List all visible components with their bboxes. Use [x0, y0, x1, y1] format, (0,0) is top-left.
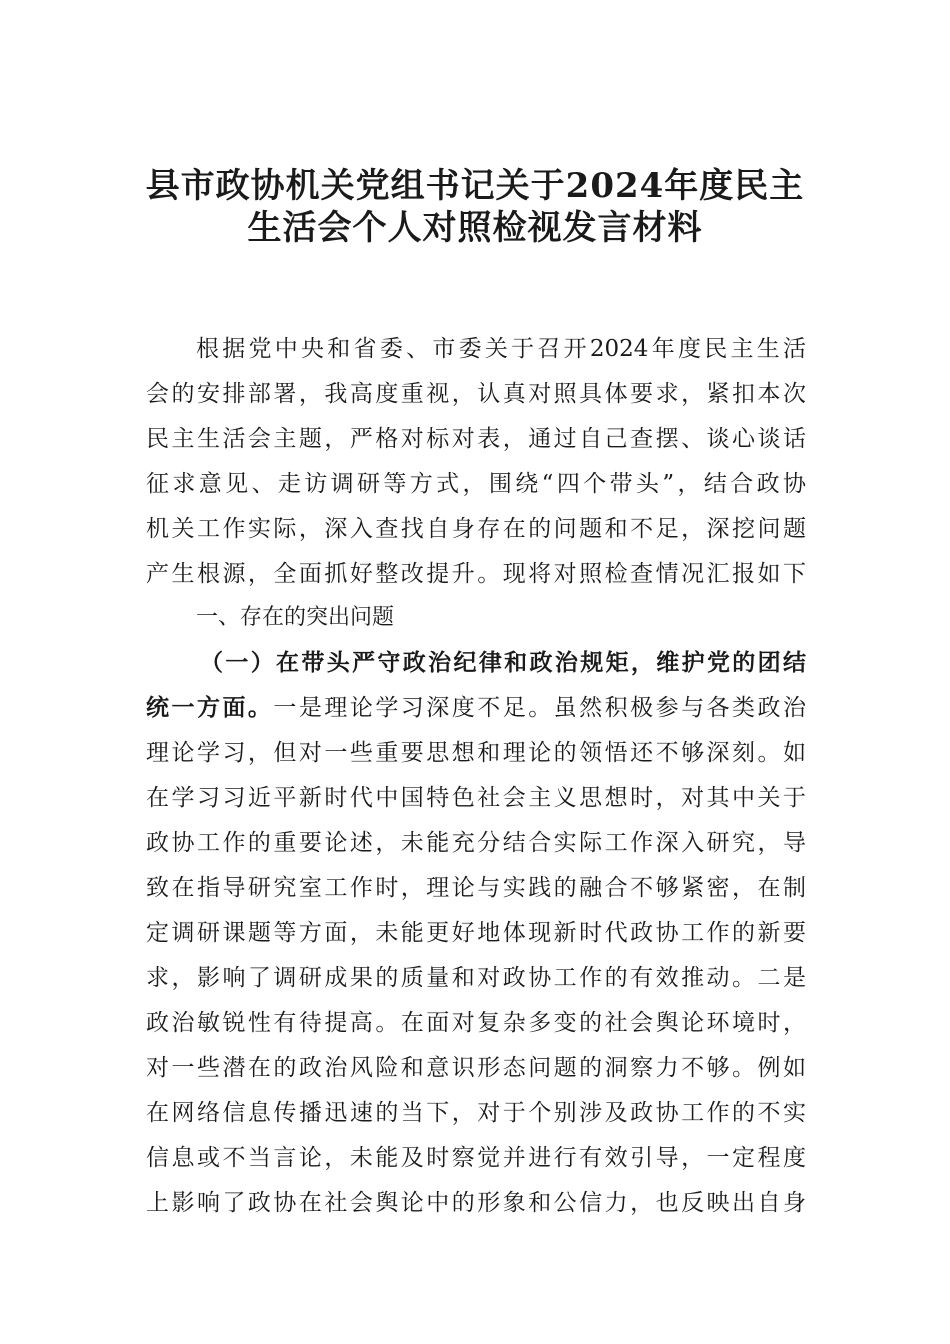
body-line: 在网络信息传播迅速的当下，对于个别涉及政协工作的不实 [146, 1100, 806, 1126]
document-title-line-2: 生活会个人对照检视发言材料 [247, 208, 703, 248]
intro-line: 产生根源，全面抓好整改提升。现将对照检查情况汇报如下 [146, 561, 806, 587]
body-line: 定调研课题等方面，未能更好地体现新时代政协工作的新要 [146, 920, 806, 946]
body-line: 对一些潜在的政治风险和意识形态问题的洞察力不够。例如 [146, 1055, 806, 1081]
body-line-mixed [146, 688, 806, 728]
body-line: 信息或不当言论，未能及时察觉并进行有效引导，一定程度 [146, 1145, 806, 1171]
subsection-heading-line-2: 统一方面。 [146, 694, 274, 721]
body-line: 政协工作的重要论述，未能充分结合实际工作深入研究，导 [146, 830, 806, 856]
intro-line: 民主生活会主题，严格对标对表，通过自己查摆、谈心谈话 [146, 426, 806, 452]
section-heading: 一、存在的突出问题 [196, 605, 395, 630]
intro-line: 征求意见、走访调研等方式，围绕“四个带头”，结合政协 [146, 471, 806, 497]
body-line: 政治敏锐性有待提高。在面对复杂多变的社会舆论环境时， [146, 1010, 806, 1036]
intro-line: 根据党中央和省委、市委关于召开2024年度民主生活 [196, 336, 806, 362]
intro-line: 会的安排部署，我高度重视，认真对照具体要求，紧扣本次 [146, 381, 806, 407]
document-title-line-1: 县市政协机关党组书记关于2024年度民主 [145, 166, 805, 206]
body-line: 求，影响了调研成果的质量和对政协工作的有效推动。二是 [146, 965, 806, 991]
subsection-heading-line-1: （一）在带头严守政治纪律和政治规矩，维护党的团结 [200, 649, 806, 676]
body-line: 理论学习，但对一些重要思想和理论的领悟还不够深刻。如 [146, 740, 806, 766]
intro-line: 机关工作实际，深入查找自身存在的问题和不足，深挖问题 [146, 516, 806, 542]
body-line: 在学习习近平新时代中国特色社会主义思想时，对其中关于 [146, 785, 806, 811]
body-line: 上影响了政协在社会舆论中的形象和公信力，也反映出自身 [146, 1190, 806, 1216]
body-line: 致在指导研究室工作时，理论与实践的融合不够紧密，在制 [146, 875, 806, 901]
body-text-fragment: 一是理论学习深度不足。虽然积极参与各类政治 [273, 695, 807, 721]
